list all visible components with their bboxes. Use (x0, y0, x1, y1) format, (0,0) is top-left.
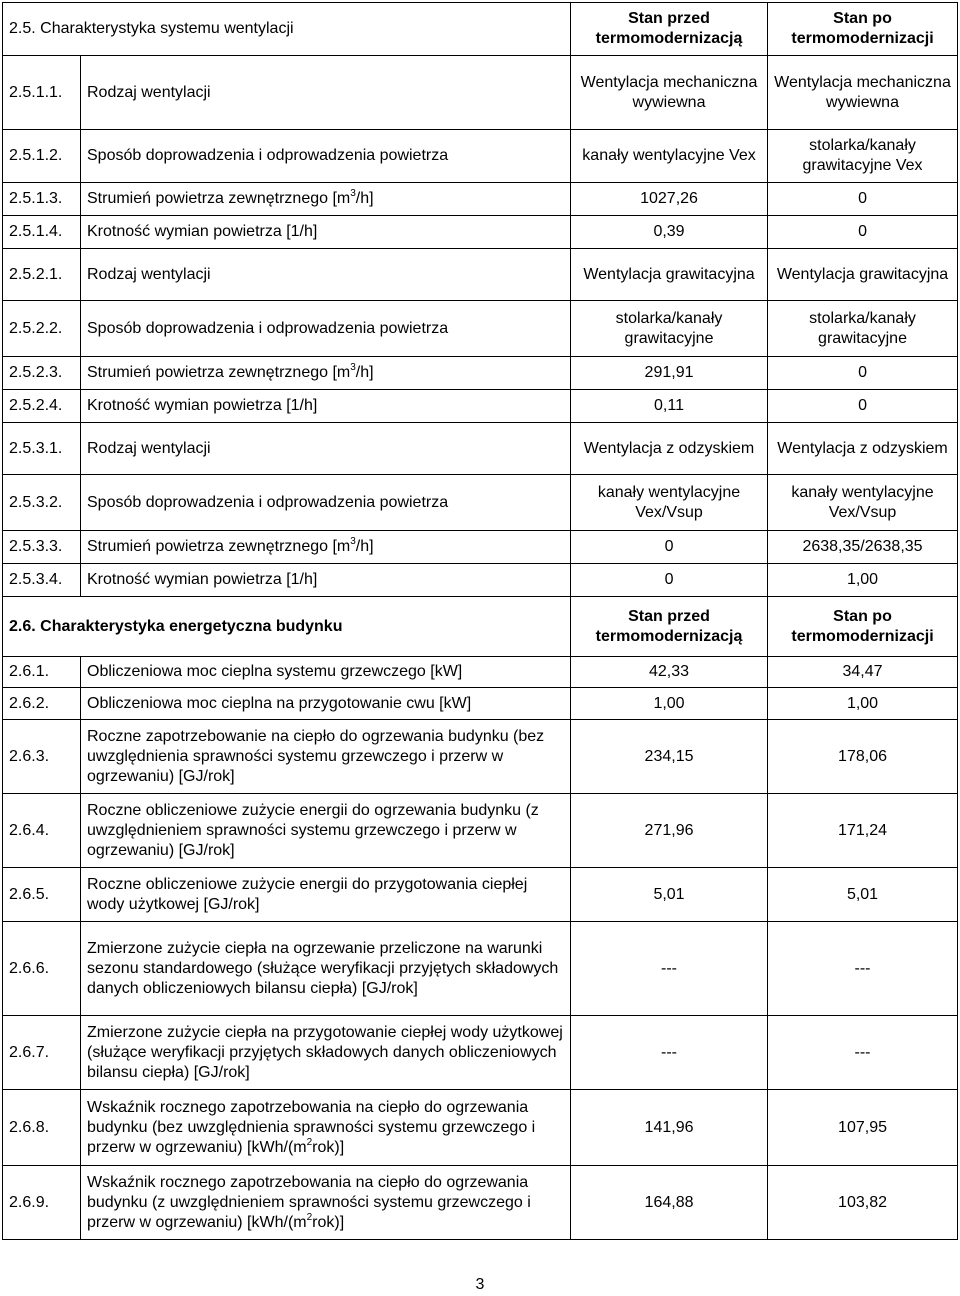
label-text: Wskaźnik rocznego zapotrzebowania na ciepło do ogrzewania budynku (bez uwzględnienia sprawności systemu grzewczego i przerw w ogrzewaniu) [kWh/(m (87, 1098, 536, 1156)
row-number: 2.5.2.1. (3, 249, 81, 301)
value-before: 234,15 (571, 720, 768, 794)
table-row (3, 720, 958, 794)
row-number: 2.5.1.4. (3, 216, 81, 249)
row-label: Zmierzone zużycie ciepła na ogrzewanie przeliczone na warunki sezonu standardowego (służące weryfikacji przyjętych składowych danych obliczeniowych bilansu ciepła) [GJ/rok] (81, 922, 571, 1016)
value-after: 0 (768, 216, 958, 249)
value-after: stolarka/kanały grawitacyjne Vex (768, 130, 958, 183)
value-before: kanały wentylacyjne Vex/Vsup (571, 475, 768, 531)
value-before: 5,01 (571, 868, 768, 922)
row-label (81, 183, 571, 216)
table-row (3, 216, 958, 249)
table-row (3, 531, 958, 564)
value-after: --- (768, 922, 958, 1016)
value-after: Wentylacja mechaniczna wywiewna (768, 56, 958, 130)
row-number: 2.6.8. (3, 1090, 81, 1166)
energy-header-row (3, 597, 958, 657)
value-before: 1,00 (571, 688, 768, 720)
value-before: 271,96 (571, 794, 768, 868)
row-label: Rodzaj wentylacji (81, 56, 571, 130)
value-after: 0 (768, 357, 958, 390)
table-row (3, 301, 958, 357)
row-label: Sposób doprowadzenia i odprowadzenia powietrza (81, 301, 571, 357)
row-label: Roczne zapotrzebowanie na ciepło do ogrzewania budynku (bez uwzględnienia sprawności systemu grzewczego i przerw w ogrzewaniu) [GJ/rok] (81, 720, 571, 794)
value-before: 0,11 (571, 390, 768, 423)
section-title: 2.6. Charakterystyka energetyczna budynku (3, 597, 571, 657)
value-after: 0 (768, 390, 958, 423)
value-before: 0 (571, 564, 768, 597)
label-unit: rok)] (312, 1138, 345, 1156)
row-label: Krotność wymian powietrza [1/h] (81, 564, 571, 597)
value-after: 171,24 (768, 794, 958, 868)
label-superscript: 2 (306, 1211, 313, 1223)
row-number: 2.5.2.2. (3, 301, 81, 357)
row-label: Sposób doprowadzenia i odprowadzenia powietrza (81, 130, 571, 183)
row-label: Roczne obliczeniowe zużycie energii do ogrzewania budynku (z uwzględnieniem sprawności systemu grzewczego i przerw w ogrzewaniu) [GJ/rok] (81, 794, 571, 868)
row-number: 2.5.1.1. (3, 56, 81, 130)
value-after: --- (768, 1016, 958, 1090)
value-after: Wentylacja grawitacyjna (768, 249, 958, 301)
value-before: 0,39 (571, 216, 768, 249)
label-unit: rok)] (312, 1213, 345, 1231)
table-row (3, 688, 958, 720)
label-text: Strumień powietrza zewnętrznego [m (87, 538, 351, 555)
value-after: 107,95 (768, 1090, 958, 1166)
value-before: --- (571, 1016, 768, 1090)
row-number: 2.6.6. (3, 922, 81, 1016)
label-superscript: 2 (306, 1136, 313, 1148)
value-before: 0 (571, 531, 768, 564)
row-number: 2.5.1.3. (3, 183, 81, 216)
table-row (3, 657, 958, 688)
label-superscript: 3 (350, 536, 356, 547)
column-header-before: Stan przed termomodernizacją (571, 3, 768, 56)
row-number: 2.5.1.2. (3, 130, 81, 183)
page-number: 3 (475, 1276, 485, 1293)
label-text: Strumień powietrza zewnętrznego [m (87, 190, 351, 207)
row-number: 2.6.3. (3, 720, 81, 794)
row-label: Krotność wymian powietrza [1/h] (81, 390, 571, 423)
value-after: kanały wentylacyjne Vex/Vsup (768, 475, 958, 531)
row-number: 2.6.5. (3, 868, 81, 922)
label-unit: /h] (355, 364, 374, 381)
row-label (81, 357, 571, 390)
table-row (3, 249, 958, 301)
row-number: 2.5.2.3. (3, 357, 81, 390)
table-row (3, 475, 958, 531)
column-header-after: Stan po termomodernizacji (768, 597, 958, 657)
row-number: 2.6.9. (3, 1166, 81, 1240)
value-after: 0 (768, 183, 958, 216)
value-before: kanały wentylacyjne Vex (571, 130, 768, 183)
row-label (81, 531, 571, 564)
value-before: 291,91 (571, 357, 768, 390)
row-number: 2.5.3.3. (3, 531, 81, 564)
table-row (3, 56, 958, 130)
row-label: Rodzaj wentylacji (81, 423, 571, 475)
table-row (3, 357, 958, 390)
value-after: 1,00 (768, 564, 958, 597)
label-unit: /h] (355, 538, 374, 555)
value-before: Wentylacja mechaniczna wywiewna (571, 56, 768, 130)
column-header-before: Stan przed termomodernizacją (571, 597, 768, 657)
row-label: Sposób doprowadzenia i odprowadzenia powietrza (81, 475, 571, 531)
ventilation-header-row (3, 3, 958, 56)
value-after: 1,00 (768, 688, 958, 720)
value-before: 42,33 (571, 657, 768, 688)
value-after: Wentylacja z odzyskiem (768, 423, 958, 475)
table-row (3, 1166, 958, 1240)
value-after: 2638,35/2638,35 (768, 531, 958, 564)
value-after: 103,82 (768, 1166, 958, 1240)
value-after: stolarka/kanały grawitacyjne (768, 301, 958, 357)
row-label: Krotność wymian powietrza [1/h] (81, 216, 571, 249)
label-superscript: 3 (350, 188, 356, 199)
row-number: 2.5.2.4. (3, 390, 81, 423)
table-row (3, 794, 958, 868)
column-header-after: Stan po termomodernizacji (768, 3, 958, 56)
value-after: 34,47 (768, 657, 958, 688)
label-superscript: 3 (350, 362, 356, 373)
row-label: Obliczeniowa moc cieplna systemu grzewczego [kW] (81, 657, 571, 688)
label-text: Wskaźnik rocznego zapotrzebowania na ciepło do ogrzewania budynku (z uwzględnieniem sprawności systemu grzewczego i przerw w ogrzewaniu) [kWh/(m (87, 1173, 531, 1231)
row-number: 2.5.3.1. (3, 423, 81, 475)
value-before: 164,88 (571, 1166, 768, 1240)
row-number: 2.6.4. (3, 794, 81, 868)
row-label: Obliczeniowa moc cieplna na przygotowanie cwu [kW] (81, 688, 571, 720)
table-row (3, 423, 958, 475)
row-number: 2.5.3.2. (3, 475, 81, 531)
table-row (3, 1090, 958, 1166)
table-row (3, 564, 958, 597)
label-unit: /h] (355, 190, 374, 207)
value-before: 1027,26 (571, 183, 768, 216)
row-label (81, 1166, 571, 1240)
label-text: Strumień powietrza zewnętrznego [m (87, 364, 351, 381)
table-row (3, 390, 958, 423)
row-number: 2.6.7. (3, 1016, 81, 1090)
row-number: 2.6.2. (3, 688, 81, 720)
value-after: 5,01 (768, 868, 958, 922)
energy-table (2, 596, 958, 1240)
value-before: 141,96 (571, 1090, 768, 1166)
section-title: 2.5. Charakterystyka systemu wentylacji (3, 3, 571, 56)
value-before: Wentylacja z odzyskiem (571, 423, 768, 475)
row-label (81, 1090, 571, 1166)
value-before: stolarka/kanały grawitacyjne (571, 301, 768, 357)
table-row (3, 922, 958, 1016)
table-row (3, 1016, 958, 1090)
table-row (3, 183, 958, 216)
row-label: Roczne obliczeniowe zużycie energii do przygotowania ciepłej wody użytkowej [GJ/rok] (81, 868, 571, 922)
table-row (3, 868, 958, 922)
row-number: 2.5.3.4. (3, 564, 81, 597)
value-before: Wentylacja grawitacyjna (571, 249, 768, 301)
row-label: Rodzaj wentylacji (81, 249, 571, 301)
value-before: --- (571, 922, 768, 1016)
table-row (3, 130, 958, 183)
row-number: 2.6.1. (3, 657, 81, 688)
row-label: Zmierzone zużycie ciepła na przygotowanie ciepłej wody użytkowej (służące weryfikacji przyjętych składowych danych obliczeniowych bilansu ciepła) [GJ/rok] (81, 1016, 571, 1090)
ventilation-table (2, 2, 958, 597)
value-after: 178,06 (768, 720, 958, 794)
